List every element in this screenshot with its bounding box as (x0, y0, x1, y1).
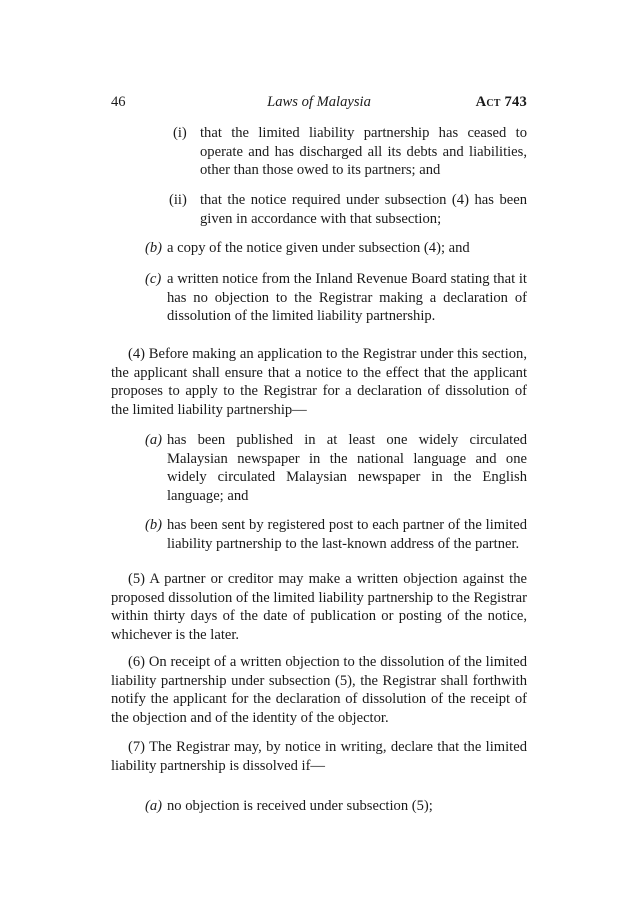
subsection-6: (6) On receipt of a written objection to the dissolution of the limited liability partnership under subsection (5), the Registrar shall forthwith notify the applicant for the declaration of dissolution of the receipt of the objection and of the identity of the objector. (111, 654, 527, 726)
item-label: (ii) (169, 192, 187, 208)
page-header (111, 93, 527, 113)
page-number: 46 (111, 94, 126, 110)
item-label: (b) (145, 240, 163, 256)
item-text: a written notice from the Inland Revenue Board stating that it has no objection to the Registrar making a declaration of dissolution of the limited liability partnership. (167, 271, 527, 325)
list-item-a (145, 431, 527, 506)
item-text: a copy of the notice given under subsection (4); and (167, 240, 470, 256)
item-text: that the limited liability partnership has ceased to operate and has discharged all its debts and liabilities, other than those owed to its partners; and (200, 125, 527, 179)
item-label: (b) (145, 517, 163, 533)
item-label: (i) (173, 125, 187, 141)
subsection-4: (4) Before making an application to the Registrar under this section, the applicant shall ensure that a notice to the effect that the applicant proposes to apply to the Registrar for a declaration of dissolution of the limited liability partnership— (111, 346, 527, 418)
item-text: has been sent by registered post to each partner of the limited liability partnership to the last-known address of the partner. (167, 517, 527, 552)
item-text: no objection is received under subsection (5); (167, 798, 433, 814)
list-item-c (145, 270, 527, 326)
list-item-b (145, 239, 527, 259)
item-label: (a) (145, 798, 163, 814)
item-text: that the notice required under subsection (4) has been given in accordance with that subsection; (200, 192, 527, 227)
list-item-a (145, 797, 527, 817)
subsection-7: (7) The Registrar may, by notice in writing, declare that the limited liability partnership is dissolved if— (111, 739, 527, 774)
list-item-roman-i (173, 124, 527, 180)
list-item-b (145, 516, 527, 554)
subsection-5: (5) A partner or creditor may make a written objection against the proposed dissolution of the limited liability partnership to the Registrar within thirty days of the date of publication or posting of the notice, whichever is the later. (111, 571, 527, 643)
item-label: (c) (145, 271, 162, 287)
item-label: (a) (145, 432, 163, 448)
act-number: Act 743 (475, 94, 527, 110)
running-title: Laws of Malaysia (267, 94, 371, 110)
list-item-roman-ii (169, 191, 527, 229)
item-text: has been published in at least one widely circulated Malaysian newspaper in the national language and one widely circulated Malaysian newspaper in the English language; and (167, 432, 527, 504)
